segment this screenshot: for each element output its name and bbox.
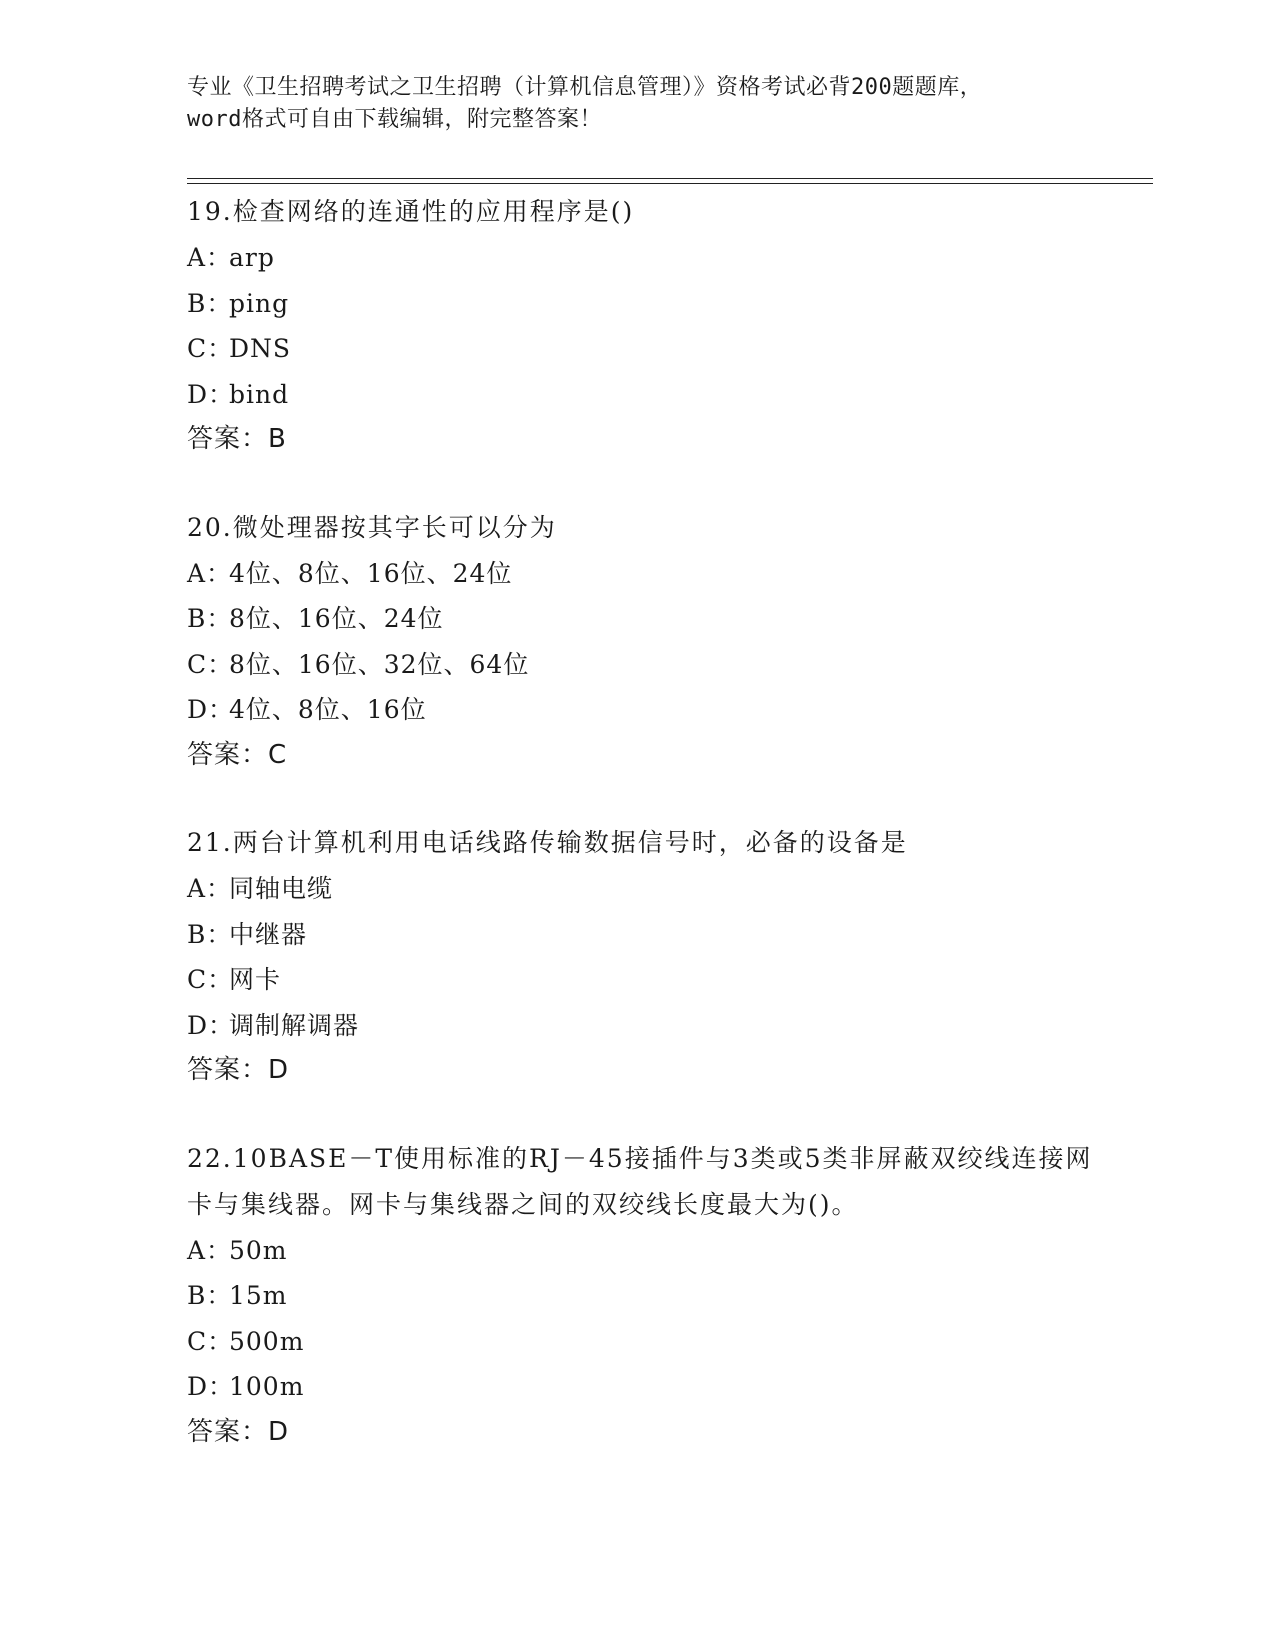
option-key: D：: [187, 1010, 235, 1040]
option-text: ping: [229, 288, 290, 318]
header-divider-bottom: [187, 183, 1153, 184]
option-key: A：: [187, 1235, 233, 1265]
option-text: 4位、8位、16位: [229, 695, 427, 724]
question-stem: 20.微处理器按其字长可以分为: [187, 512, 557, 542]
option-text: bind: [229, 379, 290, 409]
answer-line: 答案：D: [187, 1416, 290, 1447]
option-text: 8位、16位、32位、64位: [229, 649, 530, 679]
option-text: 15m: [229, 1281, 288, 1310]
option-key: C：: [187, 965, 234, 994]
answer-line: 答案：C: [187, 739, 288, 770]
option-d: [187, 372, 1107, 418]
option-key: C：: [187, 334, 234, 363]
option-key: C：: [187, 1326, 234, 1356]
option-text: 中继器: [229, 919, 308, 949]
option-key: D：: [187, 379, 235, 409]
option-key: A：: [187, 243, 233, 272]
option-text: 100m: [229, 1372, 305, 1401]
option-text: 4位、8位、16位、24位: [229, 558, 513, 588]
option-key: B：: [187, 288, 233, 318]
option-key: A：: [187, 558, 233, 588]
option-text: 同轴电缆: [229, 874, 334, 903]
question-list: [187, 189, 1107, 1497]
option-text: 500m: [229, 1326, 305, 1356]
answer-line: 答案：B: [187, 424, 287, 454]
option-c: [187, 957, 1107, 1003]
answer-line: 答案：D: [187, 1055, 290, 1085]
option-c: [187, 642, 1107, 688]
option-text: 50m: [229, 1235, 288, 1265]
option-key: D：: [187, 1372, 235, 1401]
option-key: B：: [187, 604, 233, 633]
option-d: [187, 1364, 1107, 1410]
option-a: [187, 235, 1107, 281]
option-key: A：: [187, 874, 233, 903]
option-d: [187, 687, 1107, 733]
question-block: [187, 189, 1107, 463]
document-header: [187, 72, 1087, 136]
option-c: [187, 326, 1107, 372]
option-b: [187, 596, 1107, 642]
option-b: [187, 281, 1107, 327]
header-title-line-2: word格式可自由下载编辑，附完整答案！: [187, 107, 602, 132]
option-text: 8位、16位、24位: [229, 604, 444, 633]
option-text: 网卡: [229, 965, 282, 994]
option-text: 调制解调器: [229, 1010, 360, 1040]
question-block: [187, 820, 1107, 1094]
option-key: D：: [187, 695, 235, 724]
option-c: [187, 1319, 1107, 1365]
option-key: B：: [187, 919, 233, 949]
option-key: C：: [187, 649, 234, 679]
option-d: [187, 1003, 1107, 1049]
option-text: DNS: [229, 334, 292, 363]
option-b: [187, 1273, 1107, 1319]
question-block: [187, 505, 1107, 779]
question-stem: 22.10BASE－T使用标准的RJ－45接插件与3类或5类非屏蔽双绞线连接网卡与集线器。网卡与集线器之间的双绞线长度最大为()。: [187, 1143, 1093, 1219]
question-block: [187, 1136, 1107, 1456]
option-b: [187, 912, 1107, 958]
option-text: arp: [229, 243, 275, 272]
option-a: [187, 551, 1107, 597]
option-key: B：: [187, 1281, 233, 1310]
option-a: [187, 1228, 1107, 1274]
question-stem: 19.检查网络的连通性的应用程序是(): [187, 197, 635, 226]
header-divider-top: [187, 178, 1153, 179]
question-stem: 21.两台计算机利用电话线路传输数据信号时，必备的设备是: [187, 828, 908, 857]
header-title-line-1: 专业《卫生招聘考试之卫生招聘（计算机信息管理）》资格考试必背200题题库，: [187, 75, 983, 100]
option-a: [187, 866, 1107, 912]
